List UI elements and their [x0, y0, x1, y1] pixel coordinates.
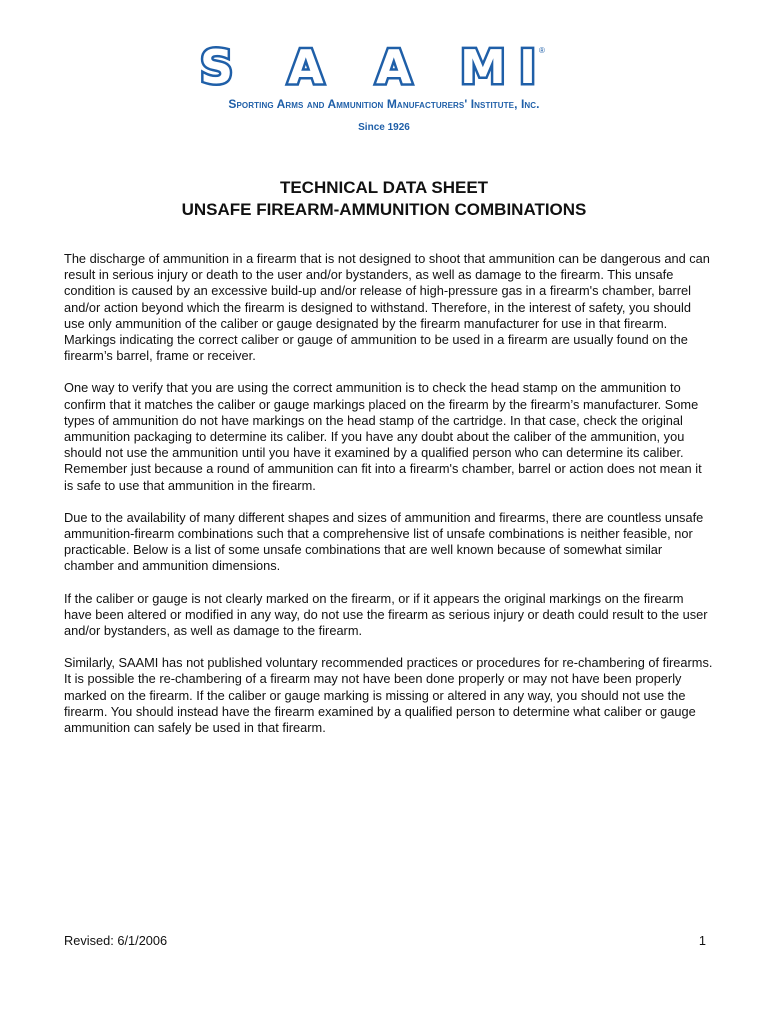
paragraph-4: If the caliber or gauge is not clearly marked on the firearm, or if it appears the original markings on the firearm have been altered or modified in any way, do not use the firearm as serious injury or death could result to the user and/or bystanders, as well as damage to the firearm.	[64, 590, 708, 639]
logo-letter-i: I	[519, 40, 537, 94]
logo-letter-s: S	[200, 40, 234, 94]
revised-date: Revised: 6/1/2006	[64, 933, 168, 948]
logo-letters	[200, 40, 536, 94]
registered-mark: ®	[539, 46, 545, 55]
logo-letter-m: M	[460, 40, 506, 94]
page-number: 1	[698, 933, 706, 948]
paragraph-5: Similarly, SAAMI has not published voluntary recommended practices or procedures for re-chambering of firearms. It is possible the re-chambering of a firearm may not have been done properly or may not have been properly marked on the firearm. If the caliber or gauge marking is missing or altered in any way, you should not use the firearm. You should instead have the firearm examined by a qualified person to determine what caliber or gauge ammunition can safely be used in that firearm.	[64, 655, 713, 736]
document-title	[0, 177, 768, 221]
logo-letter-a1: A	[288, 40, 324, 94]
body-text	[64, 251, 714, 752]
title-line-2: UNSAFE FIREARM-AMMUNITION COMBINATIONS	[181, 200, 587, 219]
since-year: Since 1926	[358, 122, 410, 133]
logo-letter-a2: A	[376, 40, 412, 94]
title-line-1: TECHNICAL DATA SHEET	[279, 178, 489, 197]
paragraph-3: Due to the availability of many different shapes and sizes of ammunition and firearms, there are countless unsafe ammunition-firearm combinations such that a comprehensive list of unsafe combinations is neither feasible, nor practicable. Below is a list of some unsafe combinations that are well known because of somewhat similar chamber and ammunition dimensions.	[64, 509, 704, 574]
paragraph-2: One way to verify that you are using the correct ammunition is to check the head stamp on the ammunition to confirm that it matches the caliber or gauge markings placed on the firearm by the firearm’s manufacturer. Some types of ammunition do not have markings on the head stamp of the cartridge. In that case, check the original ammunition packaging to determine its caliber. If you have any doubt about the caliber of the ammunition, you should not use the ammunition until you have it examined by a qualified person who can determine its caliber. Remember just because a round of ammunition can fit into a firearm's chamber, barrel or action does not mean it is safe to use that ammunition in the firearm.	[64, 380, 702, 493]
saami-logo	[0, 40, 768, 100]
paragraph-1: The discharge of ammunition in a firearm that is not designed to shoot that ammunition can be dangerous and can result in serious injury or death to the user and/or bystanders, as well as damage to the firearm. This unsafe condition is caused by an excessive build-up and/or release of high-pressure gas in a firearm's chamber, barrel and/or action beyond which the firearm is designed to withstand. Therefore, in the interest of safety, you should use only ammunition of the caliber or gauge designated by the firearm manufacturer for use in that firearm. Markings indicating the correct caliber or gauge of ammunition to be used in a firearm are usually found on the firearm’s barrel, frame or receiver.	[64, 251, 710, 364]
org-name: Sporting Arms and Ammunition Manufacturers' Institute, Inc.	[228, 97, 540, 111]
